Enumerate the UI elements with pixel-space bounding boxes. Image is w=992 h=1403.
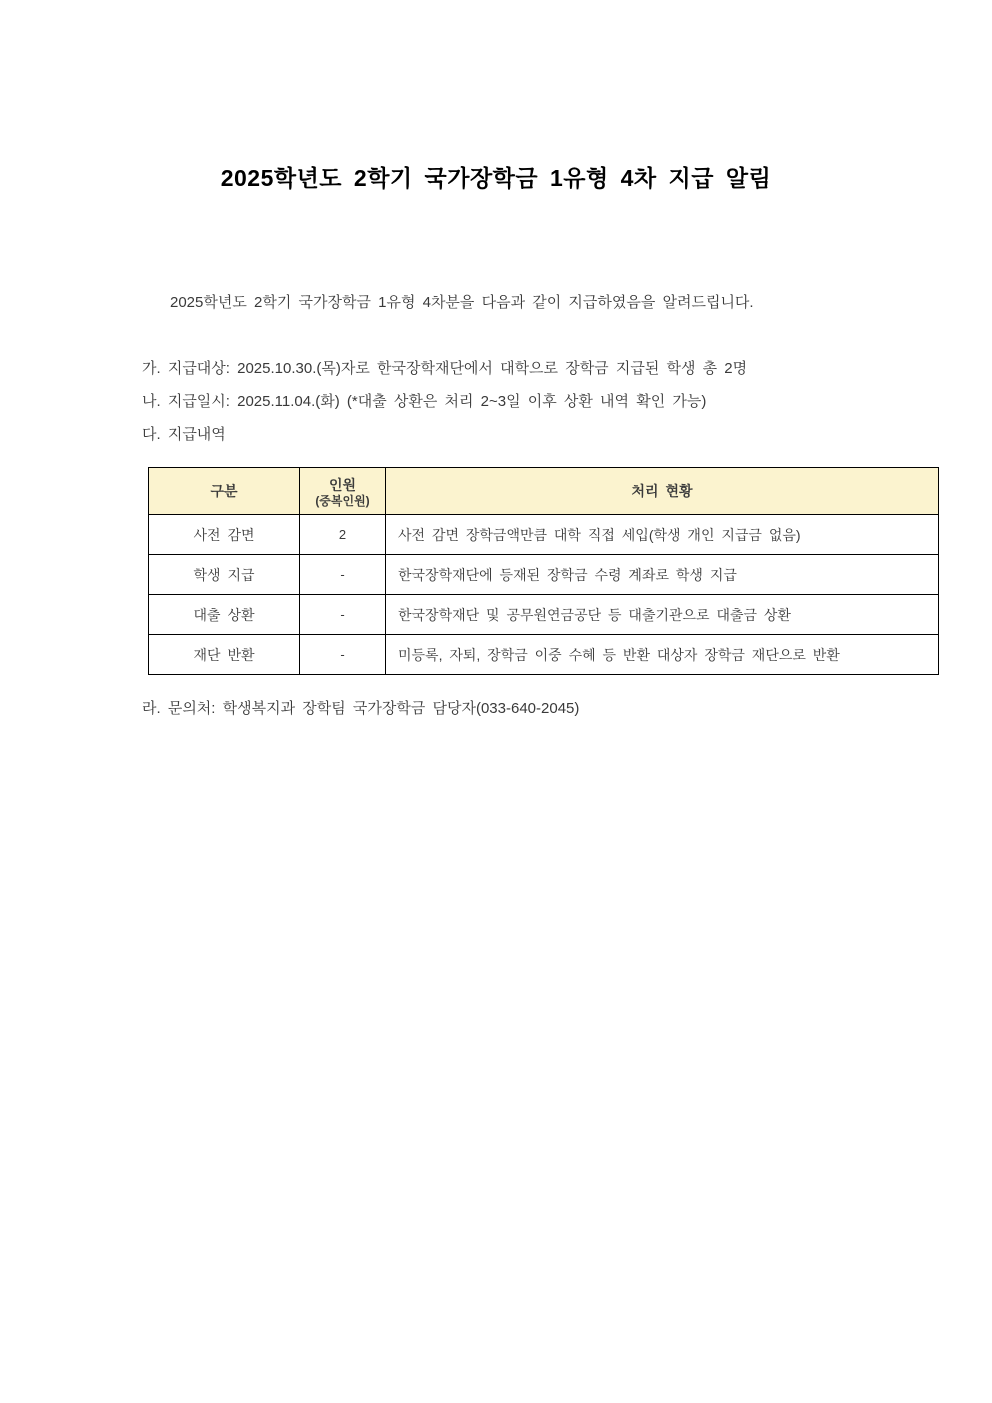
- contact-line: 라. 문의처: 학생복지과 장학팀 국가장학금 담당자(033-640-2045): [142, 700, 580, 717]
- row-category: 사전 감면: [149, 515, 300, 555]
- document-title: 2025학년도 2학기 국가장학금 1유형 4차 지급 알림: [220, 165, 772, 191]
- table-row: [149, 555, 939, 595]
- row-status: 한국장학재단 및 공무원연금공단 등 대출기관으로 대출금 상환: [386, 595, 939, 635]
- row-count: -: [300, 635, 386, 675]
- row-category: 학생 지급: [149, 555, 300, 595]
- header-status-label: 처리 현황: [631, 483, 693, 499]
- row-status: 한국장학재단에 등재된 장학금 수령 계좌로 학생 지급: [386, 555, 939, 595]
- header-status: [386, 468, 939, 515]
- item-list: [142, 352, 992, 451]
- intro-paragraph: 2025학년도 2학기 국가장학금 1유형 4차분을 다음과 같이 지급하였음을 알려드립니다.: [170, 294, 754, 311]
- list-item-na-payment-date: 나. 지급일시: 2025.11.04.(화) (*대출 상환은 처리 2~3일 이후 상환 내역 확인 가능): [142, 393, 707, 410]
- payment-details-table: [148, 467, 939, 675]
- row-count: -: [300, 555, 386, 595]
- list-item-ga-recipients: 가. 지급대상: 2025.10.30.(목)자로 한국장학재단에서 대학으로 장학금 지급된 학생 총 2명: [142, 360, 748, 377]
- row-count: 2: [300, 515, 386, 555]
- row-category: 대출 상환: [149, 595, 300, 635]
- table-header-row: [149, 468, 939, 515]
- header-count-sublabel: (중복인원): [315, 494, 370, 508]
- row-category: 재단 반환: [149, 635, 300, 675]
- row-status: 미등록, 자퇴, 장학금 이중 수혜 등 반환 대상자 장학금 재단으로 반환: [386, 635, 939, 675]
- header-count: [300, 468, 386, 515]
- header-category: [149, 468, 300, 515]
- table-row: [149, 515, 939, 555]
- table-row: [149, 595, 939, 635]
- row-count: -: [300, 595, 386, 635]
- header-category-label: 구분: [210, 483, 238, 499]
- list-item-da-payment-details: 다. 지급내역: [142, 426, 226, 443]
- table-row: [149, 635, 939, 675]
- header-count-label: 인원: [328, 477, 357, 493]
- row-status: 사전 감면 장학금액만큼 대학 직접 세입(학생 개인 지급금 없음): [386, 515, 939, 555]
